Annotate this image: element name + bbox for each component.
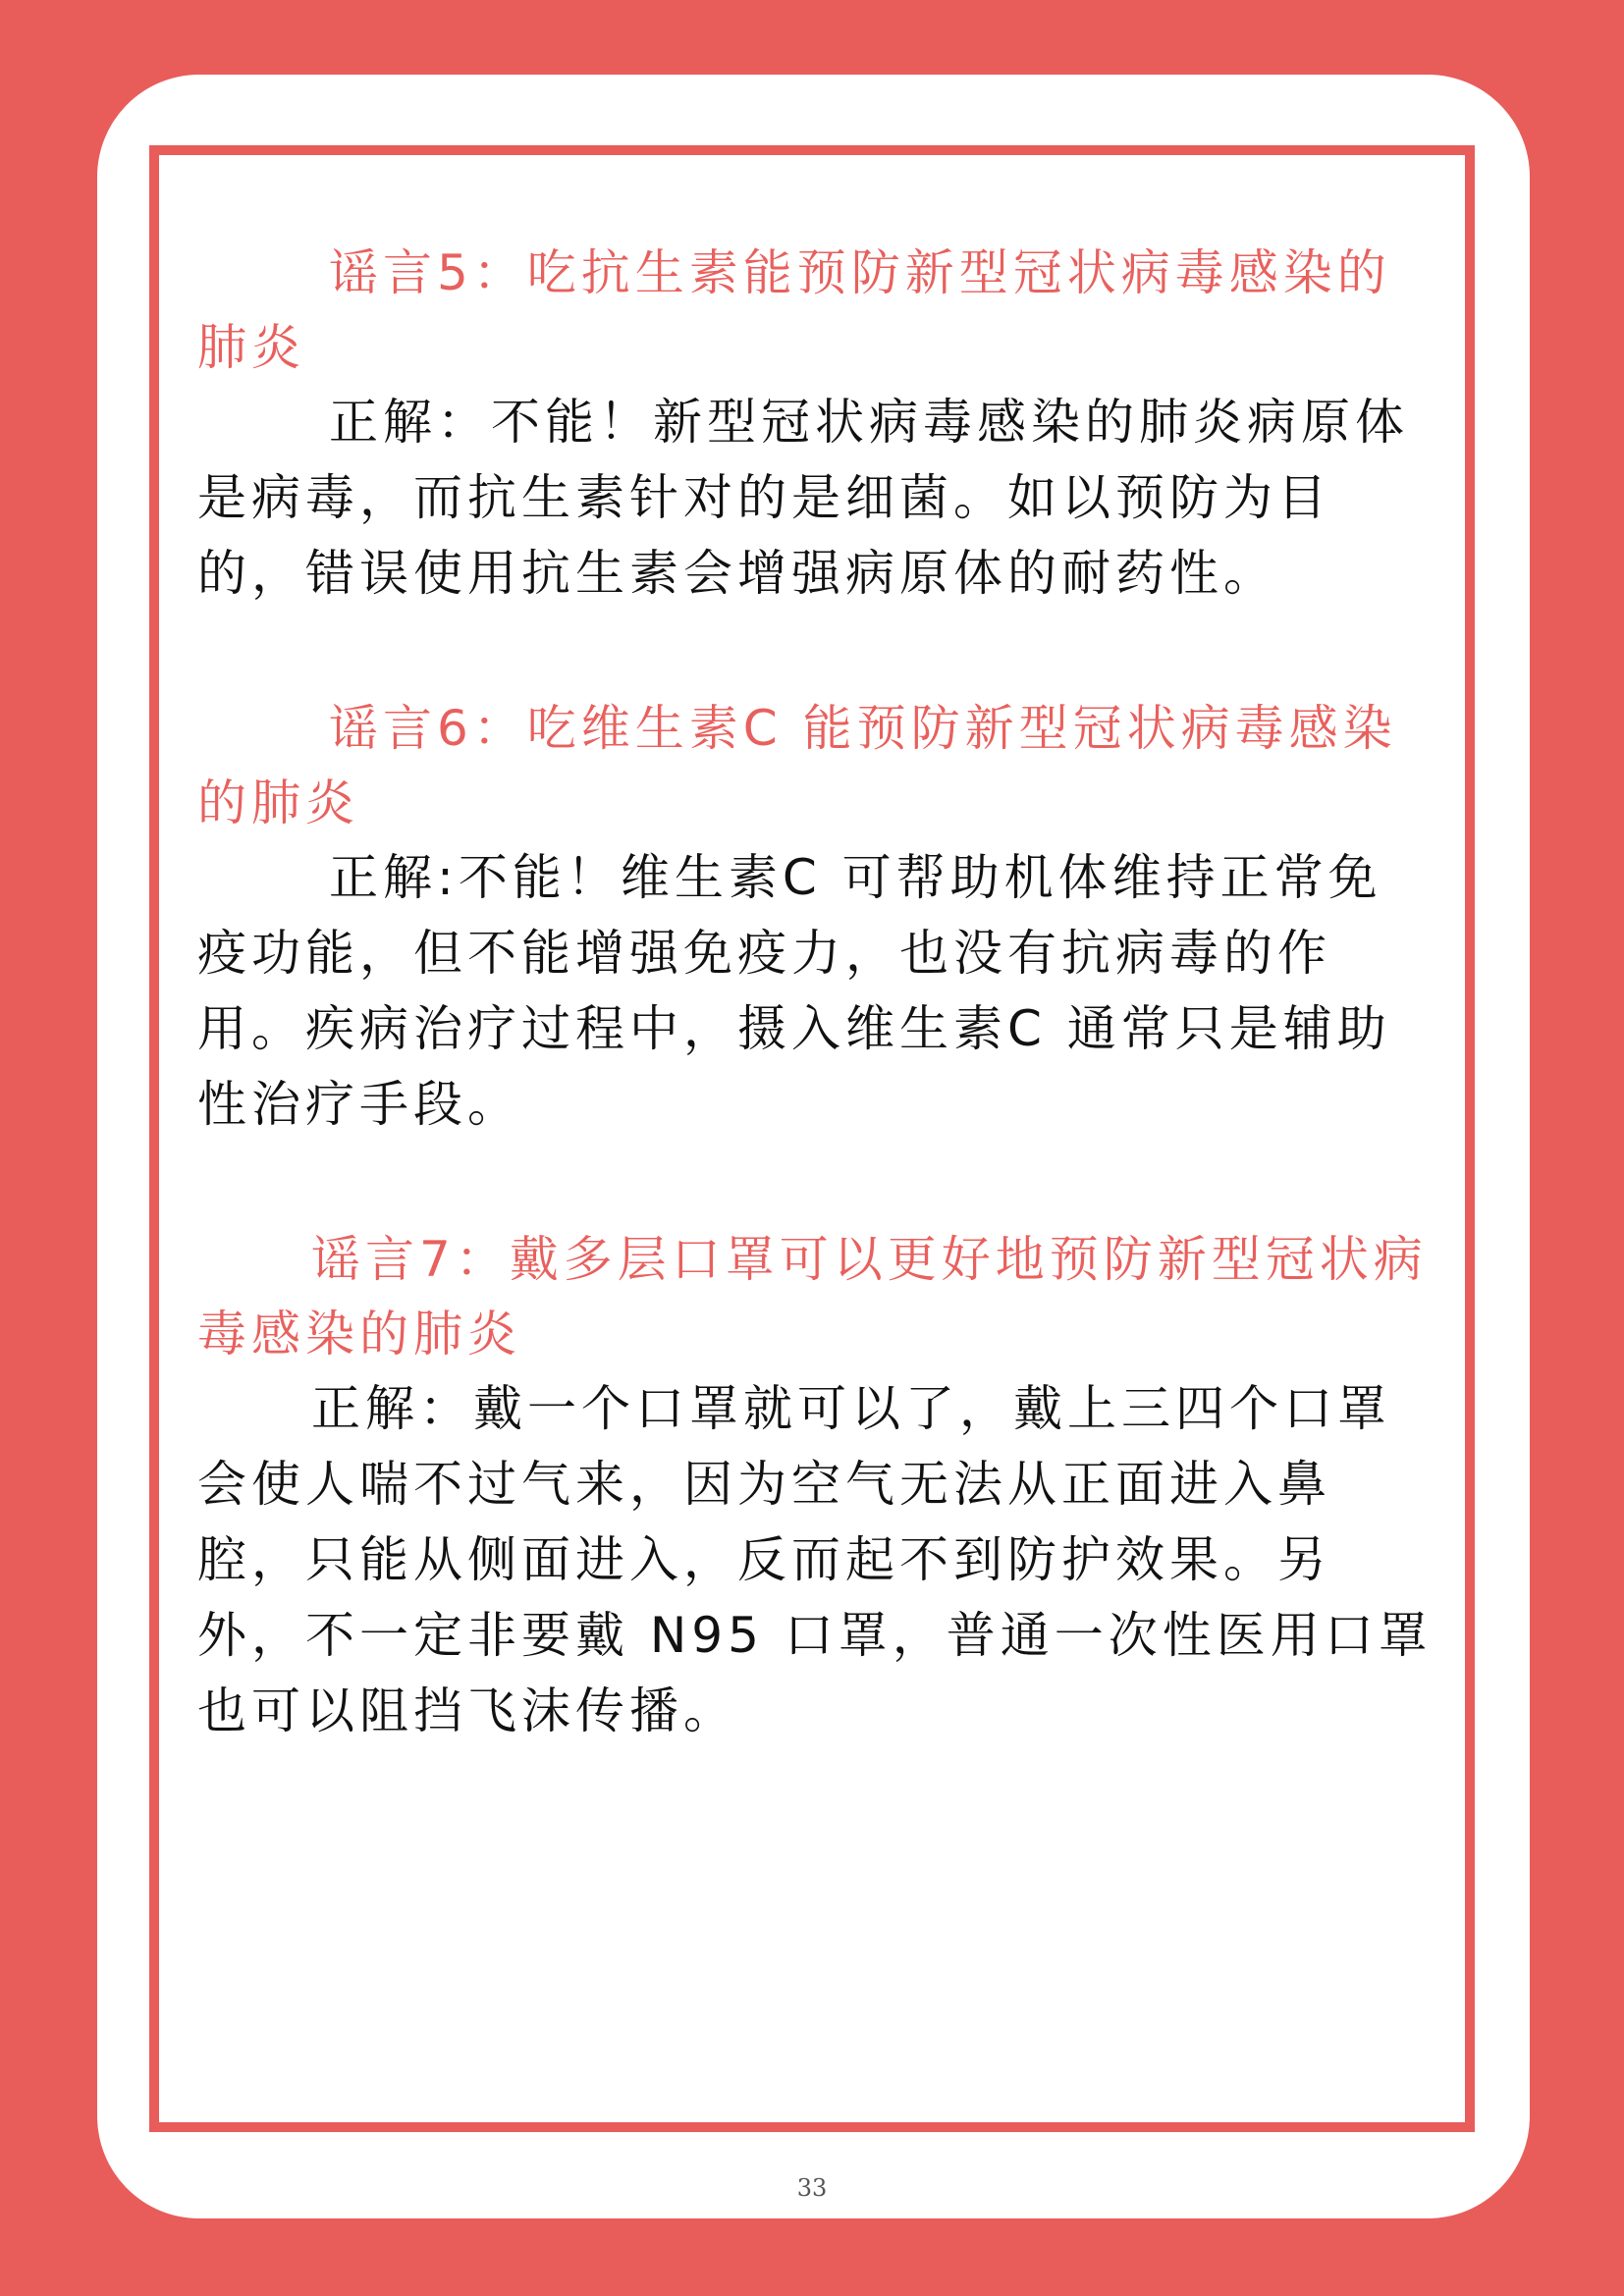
rumor-heading: 谣言6：吃维生素C 能预防新型冠状病毒感染的肺炎 (197, 700, 1397, 831)
rumor-heading: 谣言5：吃抗生素能预防新型冠状病毒感染的肺炎 (197, 244, 1391, 376)
rumor-explanation: 正解:不能！维生素C 可帮助机体维持正常免疫功能，但不能增强免疫力，也没有抗病毒的作用。疾病治疗过程中，摄入维生素C 通常只是辅助性治疗手段。 (197, 849, 1391, 1133)
page-number: 33 (796, 2174, 828, 2202)
rumor-section-6 (197, 691, 1435, 1143)
page-content (197, 236, 1435, 1829)
rumor-explanation: 正解：戴一个口罩就可以了，戴上三四个口罩会使人喘不过气来，因为空气无法从正面进入鼻腔，只能从侧面进入，反而起不到防护效果。另外，不一定非要戴 N95 口罩，普通一次性医用口罩也可以阻挡飞沫传播。 (197, 1380, 1433, 1739)
rumor-explanation: 正解：不能！新型冠状病毒感染的肺炎病原体是病毒，而抗生素针对的是细菌。如以预防为目的，错误使用抗生素会增强病原体的耐药性。 (197, 394, 1409, 602)
rumor-heading: 谣言7：戴多层口罩可以更好地预防新型冠状病毒感染的肺炎 (197, 1231, 1428, 1362)
rumor-section-5 (197, 236, 1435, 612)
rumor-section-7 (197, 1222, 1435, 1749)
